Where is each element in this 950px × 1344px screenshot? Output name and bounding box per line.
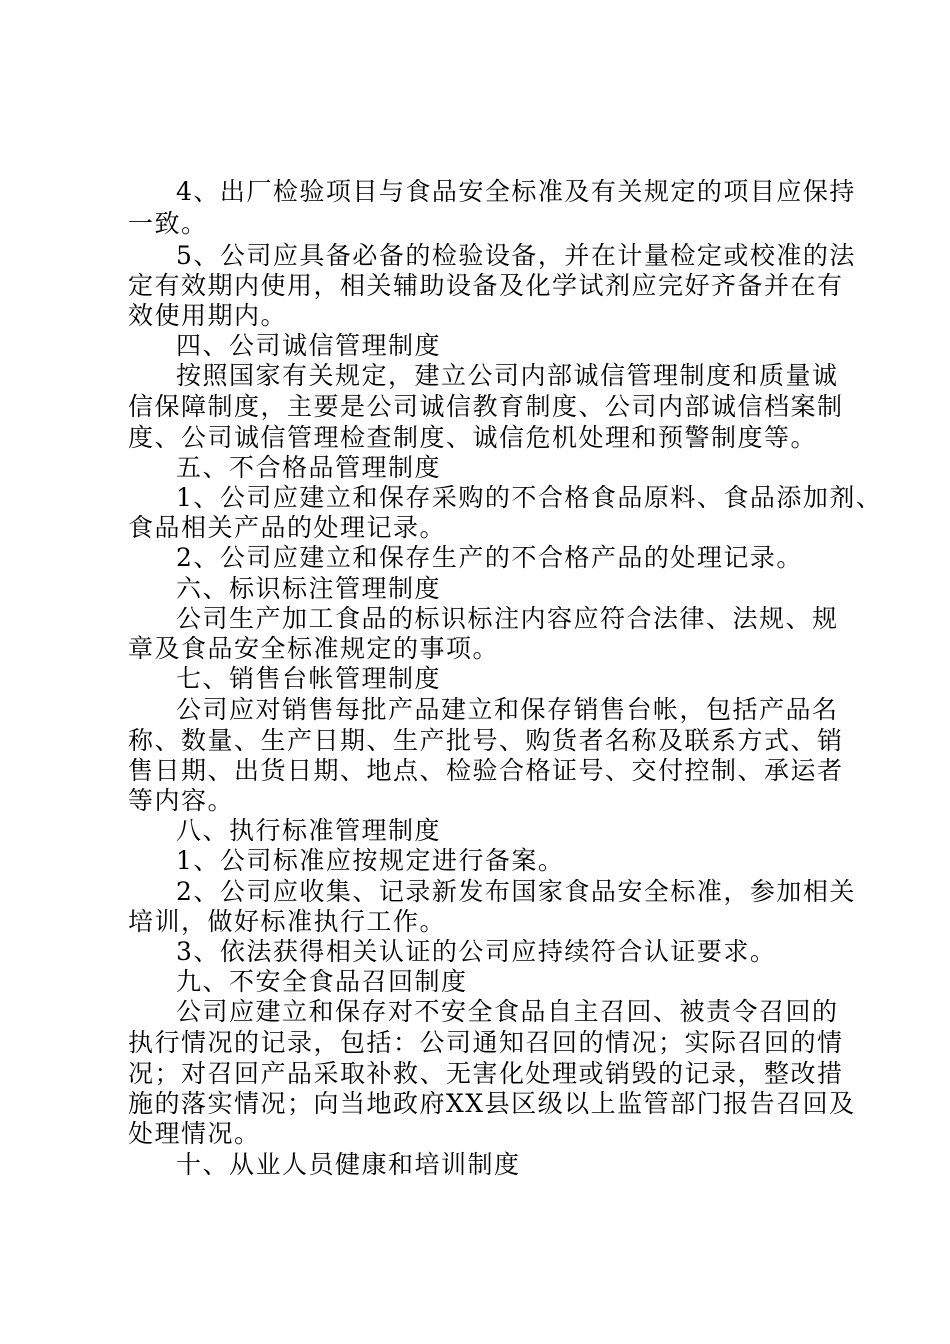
section-heading: 六、标识标注管理制度 (176, 574, 442, 603)
text-line: 况；对召回产品采取补救、无害化处理或销毁的记录，整改措 (128, 1059, 844, 1088)
text-line: 4、出厂检验项目与食品安全标准及有关规定的项目应保持 (176, 177, 856, 206)
section-heading: 七、销售台帐管理制度 (176, 664, 442, 693)
text-line: 1、公司标准应按规定进行备案。 (176, 846, 565, 875)
text-line: 3、依法获得相关认证的公司应持续符合认证要求。 (176, 937, 777, 966)
text-line: 培训，做好标准执行工作。 (128, 907, 447, 936)
text-line: 2、公司应收集、记录新发布国家食品安全标准，参加相关 (176, 877, 856, 906)
text-line: 公司应对销售每批产品建立和保存销售台帐，包括产品名 (176, 695, 839, 724)
text-line: 信保障制度，主要是公司诚信教育制度、公司内部诚信档案制 (128, 392, 844, 421)
text-line: 施的落实情况；向当地政府XX县区级以上监管部门报告召回及 (128, 1089, 856, 1118)
text-line: 食品相关产品的处理记录。 (128, 513, 447, 542)
section-heading: 九、不安全食品召回制度 (176, 967, 468, 996)
text-line: 5、公司应具备必备的检验设备，并在计量检定或校准的法 (176, 241, 856, 270)
text-line: 效使用期内。 (128, 301, 288, 330)
text-line: 处理情况。 (128, 1119, 261, 1148)
text-line: 1、公司应建立和保存采购的不合格食品原料、食品添加剂、 (176, 483, 883, 512)
text-line: 度、公司诚信管理检查制度、诚信危机处理和预警制度等。 (128, 423, 818, 452)
section-heading: 十、从业人员健康和培训制度 (176, 1150, 521, 1179)
text-line: 售日期、出货日期、地点、检验合格证号、交付控制、承运者 (128, 756, 844, 785)
text-line: 执行情况的记录，包括：公司通知召回的情况；实际召回的情 (128, 1028, 844, 1057)
section-heading: 八、执行标准管理制度 (176, 816, 442, 845)
text-line: 按照国家有关规定，建立公司内部诚信管理制度和质量诚 (176, 361, 839, 390)
text-line: 2、公司应建立和保存生产的不合格产品的处理记录。 (176, 543, 803, 572)
text-line: 称、数量、生产日期、生产批号、购货者名称及联系方式、销 (128, 726, 844, 755)
section-heading: 五、不合格品管理制度 (176, 453, 442, 482)
text-line: 一致。 (128, 209, 208, 238)
text-line: 公司应建立和保存对不安全食品自主召回、被责令召回的 (176, 997, 839, 1026)
section-heading: 四、公司诚信管理制度 (176, 331, 442, 360)
text-line: 定有效期内使用，相关辅助设备及化学试剂应完好齐备并在有 (128, 271, 844, 300)
text-line: 公司生产加工食品的标识标注内容应符合法律、法规、规 (176, 604, 839, 633)
text-line: 章及食品安全标准规定的事项。 (128, 634, 500, 663)
text-line: 等内容。 (128, 786, 235, 815)
